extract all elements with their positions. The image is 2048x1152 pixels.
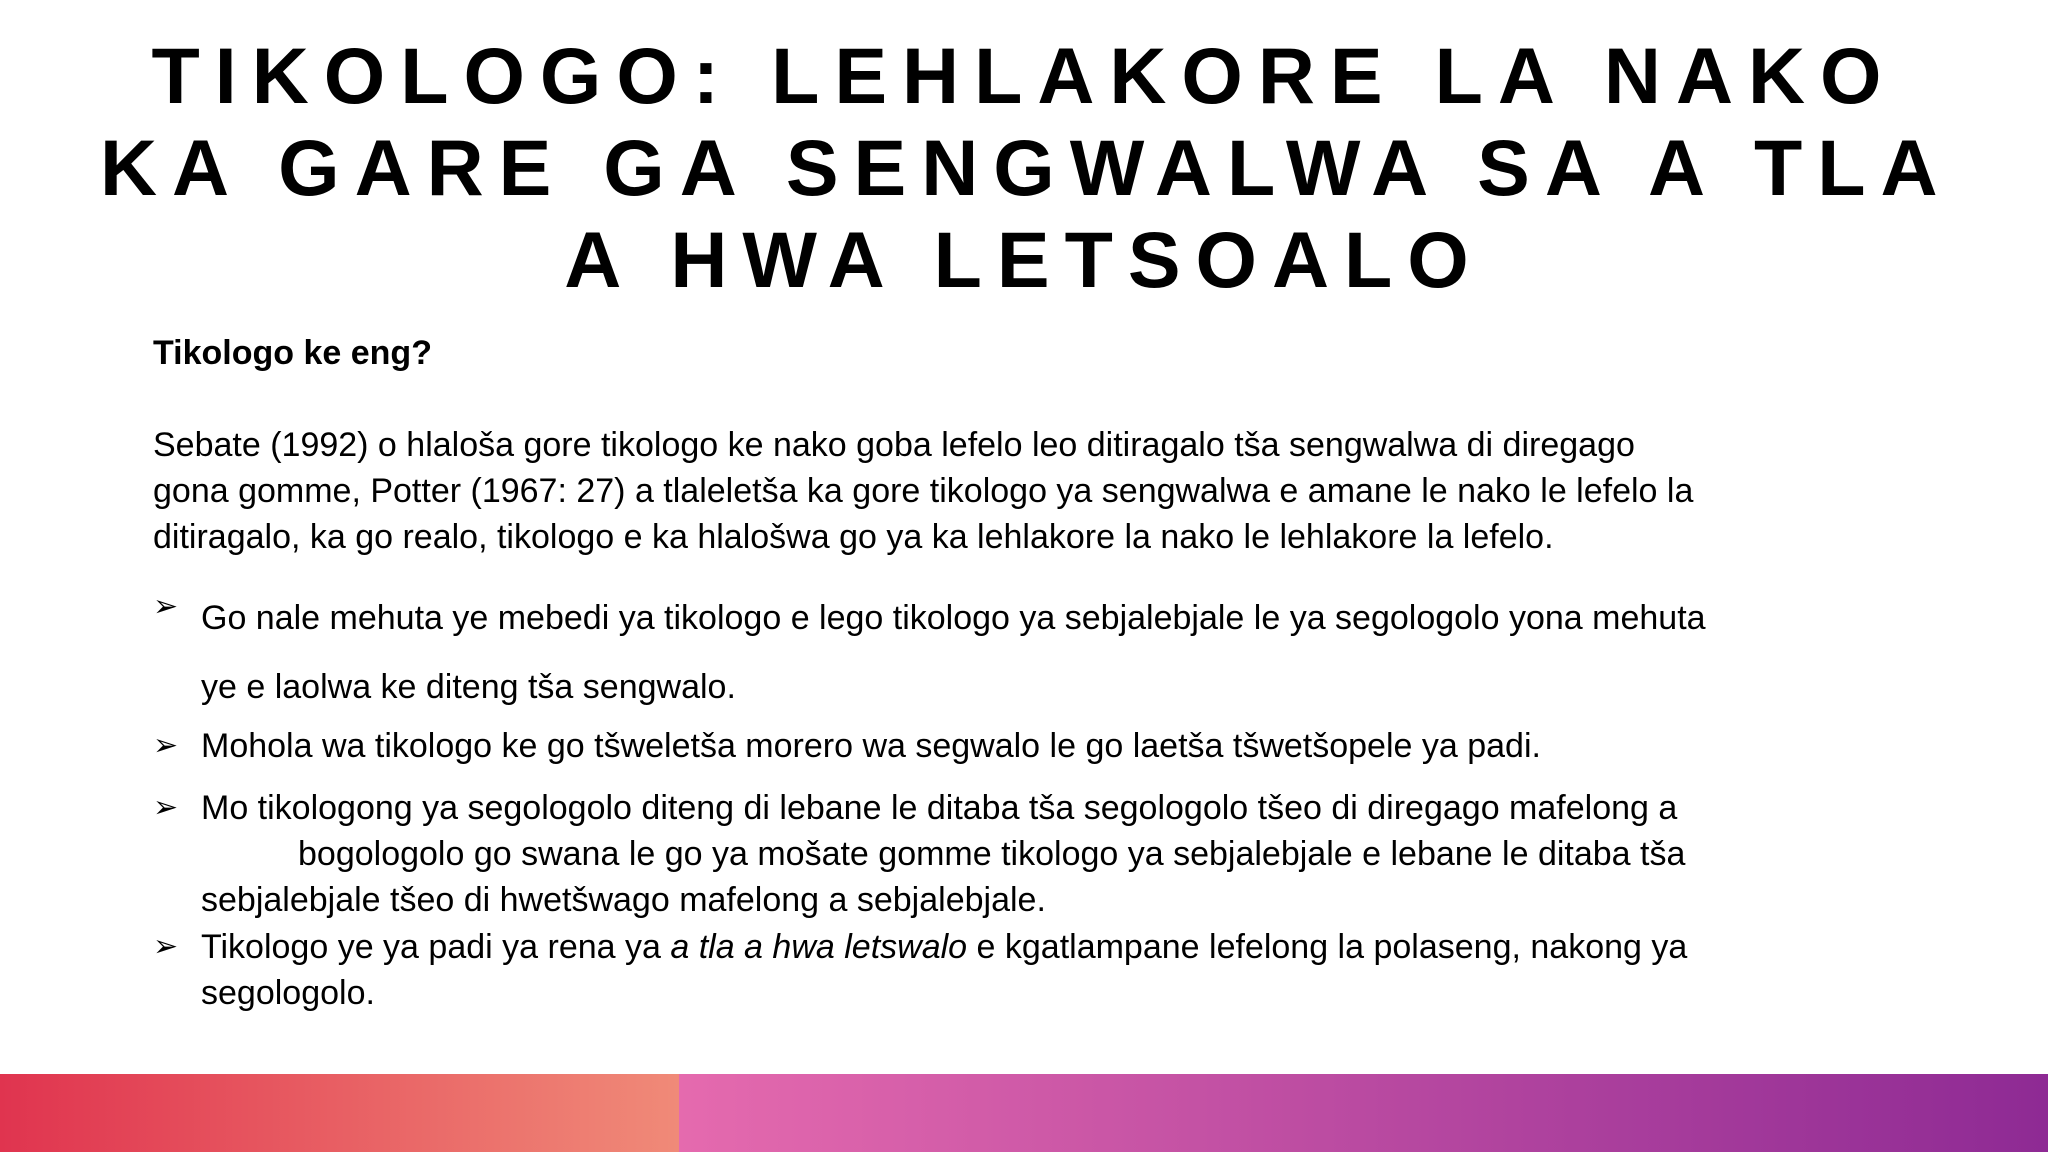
- bullet-text: e kgatlampane lefelong la polaseng, nakong ya: [967, 928, 1688, 966]
- novel-title: a tla a hwa letswalo: [670, 928, 968, 966]
- paragraph-line: Sebate (1992) o hlaloša gore tikologo ke nako goba lefelo leo ditiragalo tša sengwalwa di diregago: [153, 426, 1635, 464]
- bullet-text: Tikologo ye ya padi ya rena ya: [201, 928, 671, 966]
- bullet-line: sebjalebjale tšeo di hwetšwago mafelong a sebjalebjale.: [201, 881, 1046, 919]
- arrow-bullet-icon: ➢: [153, 729, 179, 762]
- footer-bar-right: [679, 1074, 2048, 1152]
- paragraph-line: gona gomme, Potter (1967: 27) a tlaleletša ka gore tikologo ya sengwalwa e amane le nako le lefelo la: [153, 472, 1694, 510]
- arrow-bullet-icon: ➢: [153, 930, 179, 963]
- intro-paragraph: [153, 422, 1943, 560]
- title-line: TIKOLOGO: LEHLAKORE LA NAKO: [151, 31, 1897, 120]
- bullet-item: [153, 584, 1943, 722]
- bullet-line: Go nale mehuta ye mebedi ya tikologo e lego tikologo ya sebjalebjale le ya segologolo yona mehuta: [201, 599, 1706, 637]
- slide-title: [100, 30, 1953, 306]
- arrow-bullet-icon: ➢: [153, 791, 179, 824]
- subheading: Tikologo ke eng?: [153, 334, 432, 372]
- title-line: KA GARE GA SENGWALWA SA A TLA: [100, 123, 1953, 212]
- paragraph-line: ditiragalo, ka go realo, tikologo e ka hlalošwa go ya ka lehlakore la nako le lehlakore la lefelo.: [153, 518, 1554, 556]
- bullet-item: [153, 924, 1943, 1016]
- bullet-item: [153, 785, 1943, 923]
- bullet-line: bogologolo go swana le go ya mošate gomme tikologo ya sebjalebjale e lebane le ditaba tša: [298, 835, 1686, 873]
- bullet-line: segologolo.: [201, 974, 375, 1012]
- bullet-line: [153, 924, 1943, 970]
- arrow-bullet-icon: ➢: [153, 590, 179, 623]
- title-line: A HWA LETSOALO: [564, 215, 1484, 304]
- bullet-item: [153, 723, 1943, 769]
- footer-gradient-bar: [0, 1074, 2048, 1152]
- bullet-line: Mo tikologong ya segologolo diteng di lebane le ditaba tša segologolo tšeo di diregago mafelong a: [201, 789, 1678, 827]
- footer-bar-left: [0, 1074, 679, 1152]
- bullet-line: Mohola wa tikologo ke go tšweletša morero wa segwalo le go laetša tšwetšopele ya padi.: [201, 727, 1541, 765]
- bullet-line: ye e laolwa ke diteng tša sengwalo.: [201, 668, 736, 706]
